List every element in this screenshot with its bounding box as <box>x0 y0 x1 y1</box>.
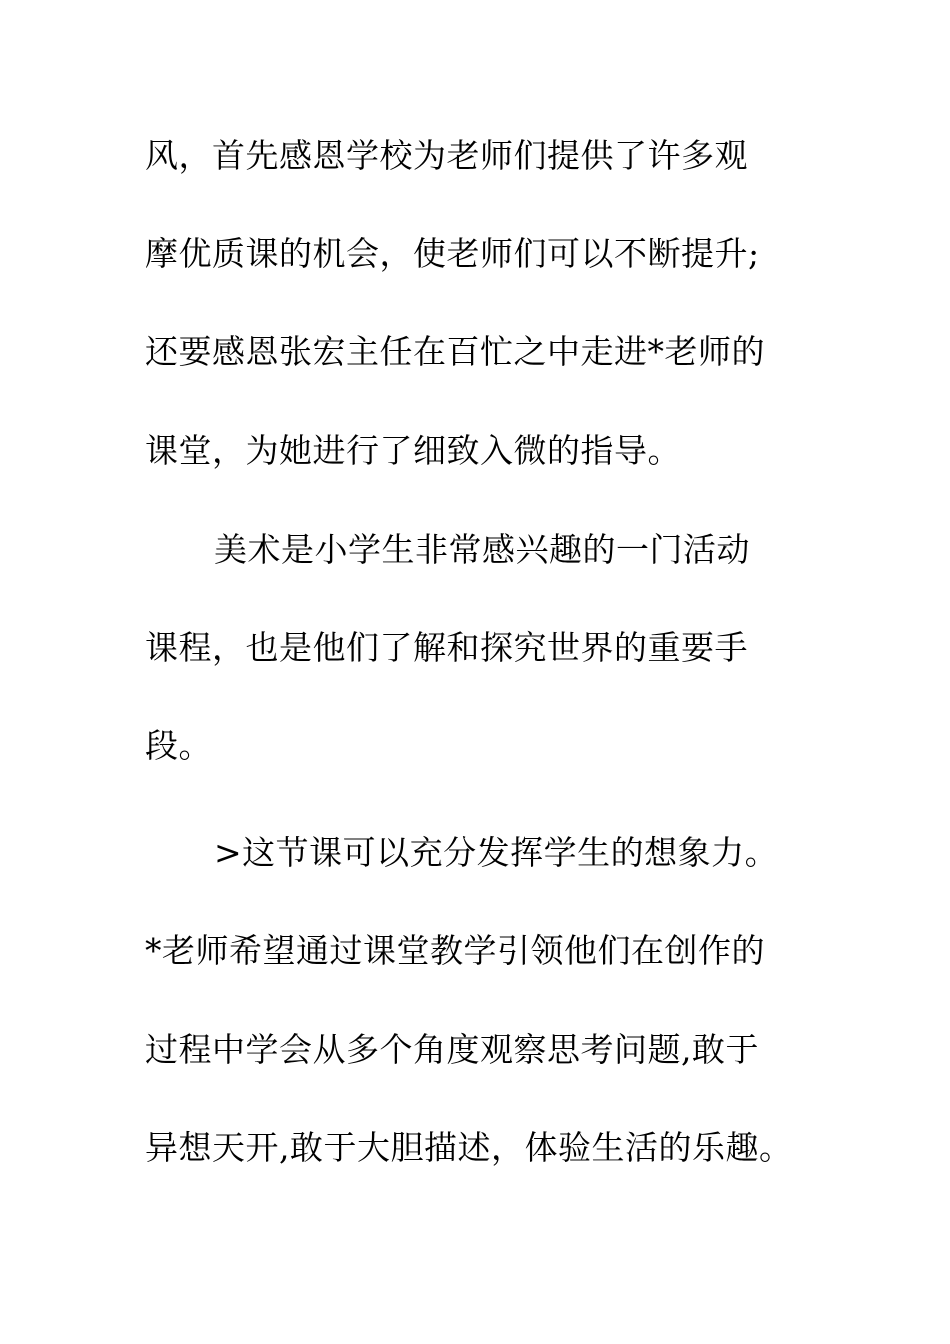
text-line: 课程，也是他们了解和探究世界的重要手 <box>145 628 748 667</box>
text-line: 异想天开,敢于大胆描述，体验生活的乐趣。 <box>145 1128 793 1167</box>
text-line: 过程中学会从多个角度观察思考问题,敢于 <box>145 1030 759 1069</box>
text-line: 课堂，为她进行了细致入微的指导。 <box>145 431 681 470</box>
text-line: 还要感恩张宏主任在百忙之中走进*老师的 <box>145 332 765 371</box>
text-line: >这节课可以充分发挥学生的想象力。 <box>214 833 779 872</box>
text-line: 段。 <box>145 726 212 765</box>
text-line: *老师希望通过课堂教学引领他们在创作的 <box>145 931 765 970</box>
text-line: 美术是小学生非常感兴趣的一门活动 <box>214 530 750 569</box>
text-line: 风，首先感恩学校为老师们提供了许多观 <box>145 136 748 175</box>
text-line: 摩优质课的机会，使老师们可以不断提升; <box>145 234 760 273</box>
